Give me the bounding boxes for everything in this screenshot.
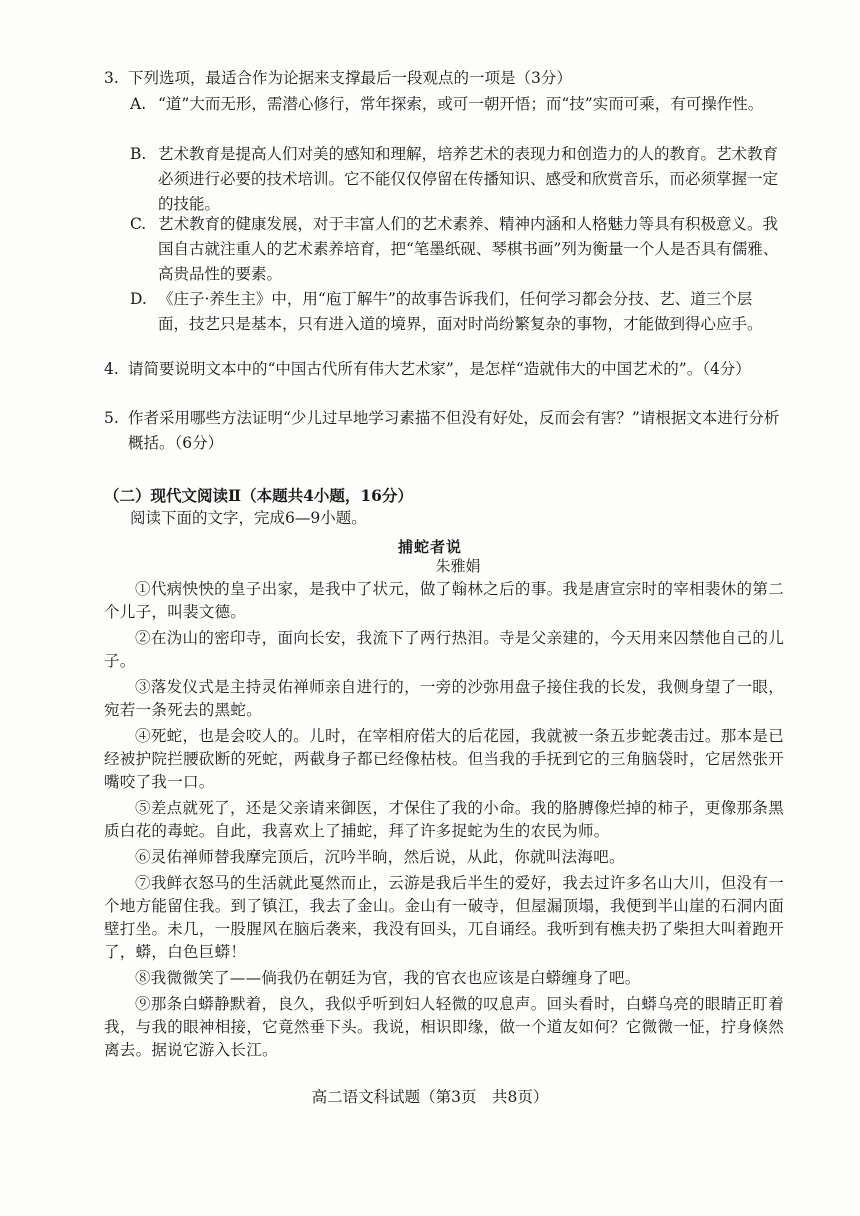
option-letter: C.	[130, 215, 147, 233]
question-3	[104, 66, 784, 91]
question-number: 4.	[104, 360, 119, 378]
story-paragraph-7: ⑦我鲜衣怒马的生活就此戛然而止，云游是我后半生的爱好，我去过许多名山大川，但没有一个地方能留住我。到了镇江，我去了金山。金山有一破寺，但屋漏顶塌，我便到半山崖的石洞内面壁打坐。未几，一股腥风在脑后袭来，我没有回头，兀自诵经。我听到有樵夫扔了柴担大叫着跑开了，蟒，白色巨蟒！	[104, 874, 784, 961]
page-footer: 高二语文科试题（第3页 共8页）	[311, 1088, 549, 1106]
story-title: 捕蛇者说	[397, 538, 462, 556]
question-4	[104, 357, 784, 382]
question-number: 3.	[104, 69, 119, 87]
question-stem: 请简要说明文本中的“中国古代所有伟大艺术家”，是怎样“造就伟大的中国艺术的”。（4分）	[128, 360, 751, 378]
question-stem: 作者采用哪些方法证明“少儿过早地学习素描不但没有好处，反而会有害？”请根据文本进行分析概括。（6分）	[128, 409, 780, 452]
section-instruction: 阅读下面的文字，完成6—9小题。	[130, 509, 367, 527]
option-d	[130, 287, 780, 337]
story-paragraph-2: ②在沩山的密印寺，面向长安，我流下了两行热泪。寺是父亲建的，今天用来囚禁他自己的儿子。	[104, 629, 784, 670]
option-text: 《庄子·养生主》中，用“庖丁解牛”的故事告诉我们，任何学习都会分技、艺、道三个层面，技艺只是基本，只有进入道的境界，面对时尚纷繁复杂的事物，才能做到得心应手。	[158, 290, 763, 333]
section-title: （二）现代文阅读Ⅱ（本题共4小题，16分）	[104, 486, 413, 505]
option-text: “道”大而无形，需潜心修行，常年探索，或可一朝开悟；而“技”实而可乘，有可操作性。	[158, 95, 764, 113]
option-b	[130, 142, 780, 217]
story-paragraph-3: ③落发仪式是主持灵佑禅师亲自进行的，一旁的沙弥用盘子接住我的长发，我侧身望了一眼，宛若一条死去的黑蛇。	[104, 678, 784, 719]
option-letter: A.	[130, 95, 147, 113]
story-paragraph-6: ⑥灵佑禅师替我摩完顶后，沉吟半晌，然后说，从此，你就叫法海吧。	[135, 848, 625, 866]
option-text: 艺术教育的健康发展，对于丰富人们的艺术素养、精神内涵和人格魅力等具有积极意义。我国自古就注重人的艺术素养培育，把“笔墨纸砚、琴棋书画”列为衡量一个人是否具有儒雅、高贵品性的要素。	[158, 215, 779, 283]
option-text: 艺术教育是提高人们对美的感知和理解，培养艺术的表现力和创造力的人的教育。艺术教育必须进行必要的技术培训。它不能仅仅停留在传播知识、感受和欣赏音乐，而必须掌握一定的技能。	[158, 145, 779, 213]
story-paragraph-1: ①代病怏怏的皇子出家，是我中了状元，做了翰林之后的事。我是唐宣宗时的宰相裴休的第二个儿子，叫裴文德。	[104, 580, 784, 621]
question-number: 5.	[104, 409, 119, 427]
question-5	[104, 406, 784, 456]
option-c	[130, 212, 780, 287]
story-paragraph-8: ⑧我微微笑了——倘我仍在朝廷为官，我的官衣也应该是白蟒缠身了吧。	[135, 969, 641, 987]
story-author: 朱雅娟	[435, 557, 481, 575]
question-stem: 下列选项，最适合作为论据来支撑最后一段观点的一项是（3分）	[128, 69, 572, 87]
story-paragraph-9: ⑨那条白蟒静默着，良久，我似乎听到妇人轻微的叹息声。回头看时，白蟒乌亮的眼睛正盯着我，与我的眼神相接，它竟然垂下头。我说，相识即缘，做一个道友如何？它微微一怔，拧身倏然离去。据说它游入长江。	[104, 995, 784, 1059]
option-letter: D.	[130, 290, 147, 308]
option-a	[130, 92, 780, 117]
story-paragraph-5: ⑤差点就死了，还是父亲请来御医，才保住了我的小命。我的胳膊像烂掉的柿子，更像那条黑质白花的毒蛇。自此，我喜欢上了捕蛇，拜了许多捉蛇为生的农民为师。	[104, 799, 784, 840]
story-paragraph-4: ④死蛇，也是会咬人的。儿时，在宰相府偌大的后花园，我就被一条五步蛇袭击过。那本是已经被护院拦腰砍断的死蛇，两截身子都已经像枯枝。但当我的手抚到它的三角脑袋时，它居然张开嘴咬了我一口。	[104, 727, 784, 791]
option-letter: B.	[130, 145, 147, 163]
